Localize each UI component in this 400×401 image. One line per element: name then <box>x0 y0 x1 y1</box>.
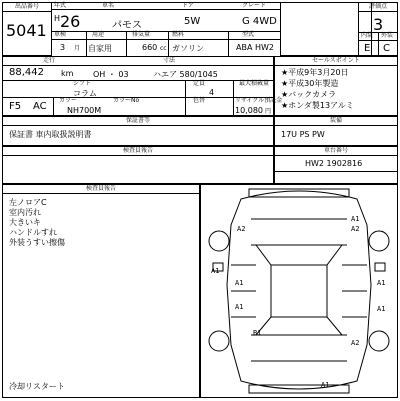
damage-label-11: A1 <box>321 381 330 389</box>
note-footer: 冷却リスタート <box>9 382 65 391</box>
recycle-value: 10,080 <box>235 106 263 115</box>
fuel-value: ガソリン <box>172 44 204 53</box>
frame-header: 車台番号 <box>275 147 397 156</box>
trans-value: F5 <box>9 101 22 112</box>
lot-label: 出品番号 <box>3 3 51 12</box>
score-cell <box>358 2 398 56</box>
recycle-label: リサイクル預託金 <box>235 97 283 104</box>
damage-label-5: A1 <box>235 279 244 287</box>
load-label: 最大積載量 <box>239 80 270 87</box>
sales-points-header: セールスポイント <box>275 57 397 66</box>
shift-value: コラム <box>73 89 97 98</box>
ac-value: AC <box>33 101 47 112</box>
options-line: 17U PS PW <box>281 130 325 139</box>
doors-value: 5W <box>184 16 201 27</box>
interior-score-label: 内装 <box>361 32 374 39</box>
color-label: カラー <box>59 97 78 104</box>
shift-label: シフト <box>73 80 92 87</box>
notes-block <box>2 184 200 398</box>
damage-label-4: A1 <box>211 267 220 275</box>
year-prefix: H <box>54 14 61 23</box>
notes-header: 検査員報告 <box>3 185 199 194</box>
damage-label-1: A2 <box>237 225 246 233</box>
damage-label-9: B1 <box>253 329 262 337</box>
cc-value: 660 <box>142 43 158 52</box>
damage-diagram <box>200 184 398 398</box>
sales-point-1: ★平成9年3月20日 <box>281 68 349 77</box>
exterior-score: C <box>383 43 390 54</box>
vehicle-info-block <box>52 2 280 56</box>
damage-label-3: A2 <box>351 225 360 233</box>
year-label: 年式 <box>54 2 67 9</box>
car-name: パモス <box>112 20 142 31</box>
lot-number: 5041 <box>6 21 47 40</box>
damage-label-2: A1 <box>351 215 360 223</box>
shaken-unit: 月 <box>74 45 81 52</box>
report-block <box>2 146 274 184</box>
note-2: 室内汚れ <box>9 208 41 217</box>
frame-number: HW2 1902816 <box>305 159 363 168</box>
note-3: 大きいキ <box>9 218 41 227</box>
warranty-block <box>2 116 274 146</box>
color-change-label: 色替 <box>193 97 206 104</box>
model-value: ABA HW2 <box>236 43 274 52</box>
mileage-unit: km <box>61 69 74 78</box>
options-header: 装備 <box>275 117 397 126</box>
grade-value: G 4WD <box>242 16 277 27</box>
sales-points <box>274 56 398 116</box>
car-outline <box>201 185 397 397</box>
note-1: 左ノロアC <box>9 198 47 207</box>
model-label: 型式 <box>242 31 255 38</box>
use-label: 用途 <box>92 31 105 38</box>
frame-block <box>274 146 398 184</box>
damage-label-8: A1 <box>377 305 386 313</box>
damage-label-6: A1 <box>377 279 386 287</box>
sales-point-4: ★ホンダ製13アルミ <box>281 101 354 110</box>
damage-label-7: A1 <box>235 303 244 311</box>
use-value: 自家用 <box>88 44 112 53</box>
note-5: 外装うすい擦傷 <box>9 238 65 247</box>
dimensions-label: 寸法 <box>163 57 176 64</box>
score-label: 評価点 <box>359 3 397 12</box>
note-4: ハンドルすれ <box>9 228 57 237</box>
cc-unit: cc <box>160 45 167 52</box>
sales-point-3: ★バックカメラ <box>281 90 337 99</box>
mileage-label: 走行 <box>43 57 56 64</box>
door-label: ドア <box>182 2 194 9</box>
exterior-score-label: 外装 <box>381 32 394 39</box>
warranty-header: 保証書等 <box>3 117 273 126</box>
interior-score: E <box>364 43 371 54</box>
mileage-note: OH ・ 03 <box>93 70 129 79</box>
report-header: 検査員報告 <box>3 147 273 156</box>
year-value: 26 <box>60 12 81 31</box>
seats-label: 定員 <box>193 80 206 87</box>
spec-block <box>2 56 283 116</box>
recycle-unit: 円 <box>265 108 272 115</box>
sales-point-2: ★平成30年製造 <box>281 79 339 88</box>
fuel-label: 燃料 <box>172 31 185 38</box>
dimensions-value: ハエア 580/1045 <box>153 70 218 79</box>
score-value: 3 <box>373 15 384 34</box>
shaken-value: 3 <box>60 43 66 52</box>
grade-label: グレード <box>242 2 267 9</box>
mileage-value: 88,442 <box>9 67 44 78</box>
shaken-label: 車検 <box>54 31 67 38</box>
warranty-line: 保証書 車内取扱説明書 <box>9 130 92 139</box>
cc-label: 排気量 <box>132 31 151 38</box>
name-label: 車名 <box>102 2 115 9</box>
seats-value: 4 <box>209 88 215 97</box>
damage-label-10: A2 <box>351 339 360 347</box>
lot-cell <box>2 2 52 56</box>
color-value: NH700M <box>67 106 102 115</box>
color-no-label: カラーNo <box>113 97 140 104</box>
options-block <box>274 116 398 146</box>
